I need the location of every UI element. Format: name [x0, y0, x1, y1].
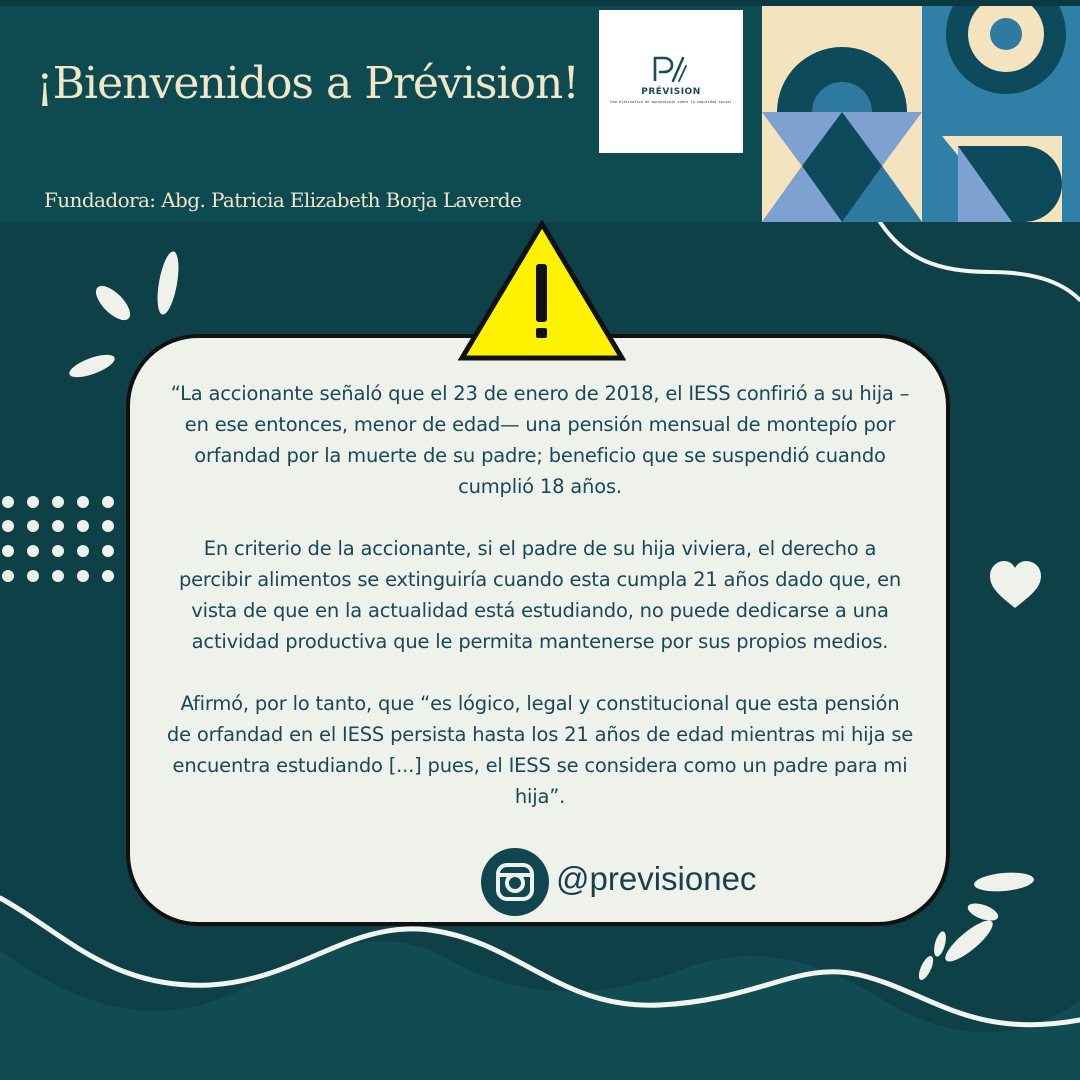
founder-line: Fundadora: Abg. Patricia Elizabeth Borja Laverde [44, 188, 522, 212]
page-title: ¡Bienvenidos a Prévision! [36, 58, 579, 109]
logo-wordmark: PRÉVISION [641, 87, 701, 97]
bottom-wave-layer [0, 941, 1080, 1080]
heart-icon [990, 561, 1041, 608]
instagram-icon[interactable] [480, 847, 550, 917]
logo-tagline: Una alternativa de aprendizaje sobre la seguridad social [610, 100, 732, 104]
quote-paragraph-3: Afirmó, por lo tanto, que “es lógico, legal y constitucional que esta pensión de orfandad en el IESS persista hasta los 21 años de edad mientras mi hija se encuentra estudiando [...] pues, el IESS se considera como un padre para mi hija”. [166, 692, 914, 808]
dot-grid [2, 496, 114, 582]
wave-line-right [880, 222, 1080, 300]
quote-text [166, 378, 914, 812]
geometric-pattern [762, 6, 1080, 222]
instagram-handle[interactable]: @previsionec [556, 860, 757, 897]
quote-card [126, 334, 950, 926]
quote-paragraph-1: “La accionante señaló que el 23 de enero de 2018, el IESS confirió a su hija –en ese entonces, menor de edad— una pensión mensual de montepío por orfandad por la muerte de su padre; beneficio que se suspendió cuando cumplió 18 años. [170, 382, 910, 498]
warning-triangle-icon [458, 220, 626, 362]
quote-paragraph-2: En criterio de la accionante, si el padre de su hija viviera, el derecho a percibir alimentos se extinguiría cuando esta cumpla 21 años dado que, en vista de que en la actualidad está estudiando, no puede dedicarse a una actividad productiva que le permita mantenerse por sus propios medios. [178, 537, 902, 653]
logo-mark-icon [651, 54, 689, 84]
brand-logo [599, 10, 743, 153]
